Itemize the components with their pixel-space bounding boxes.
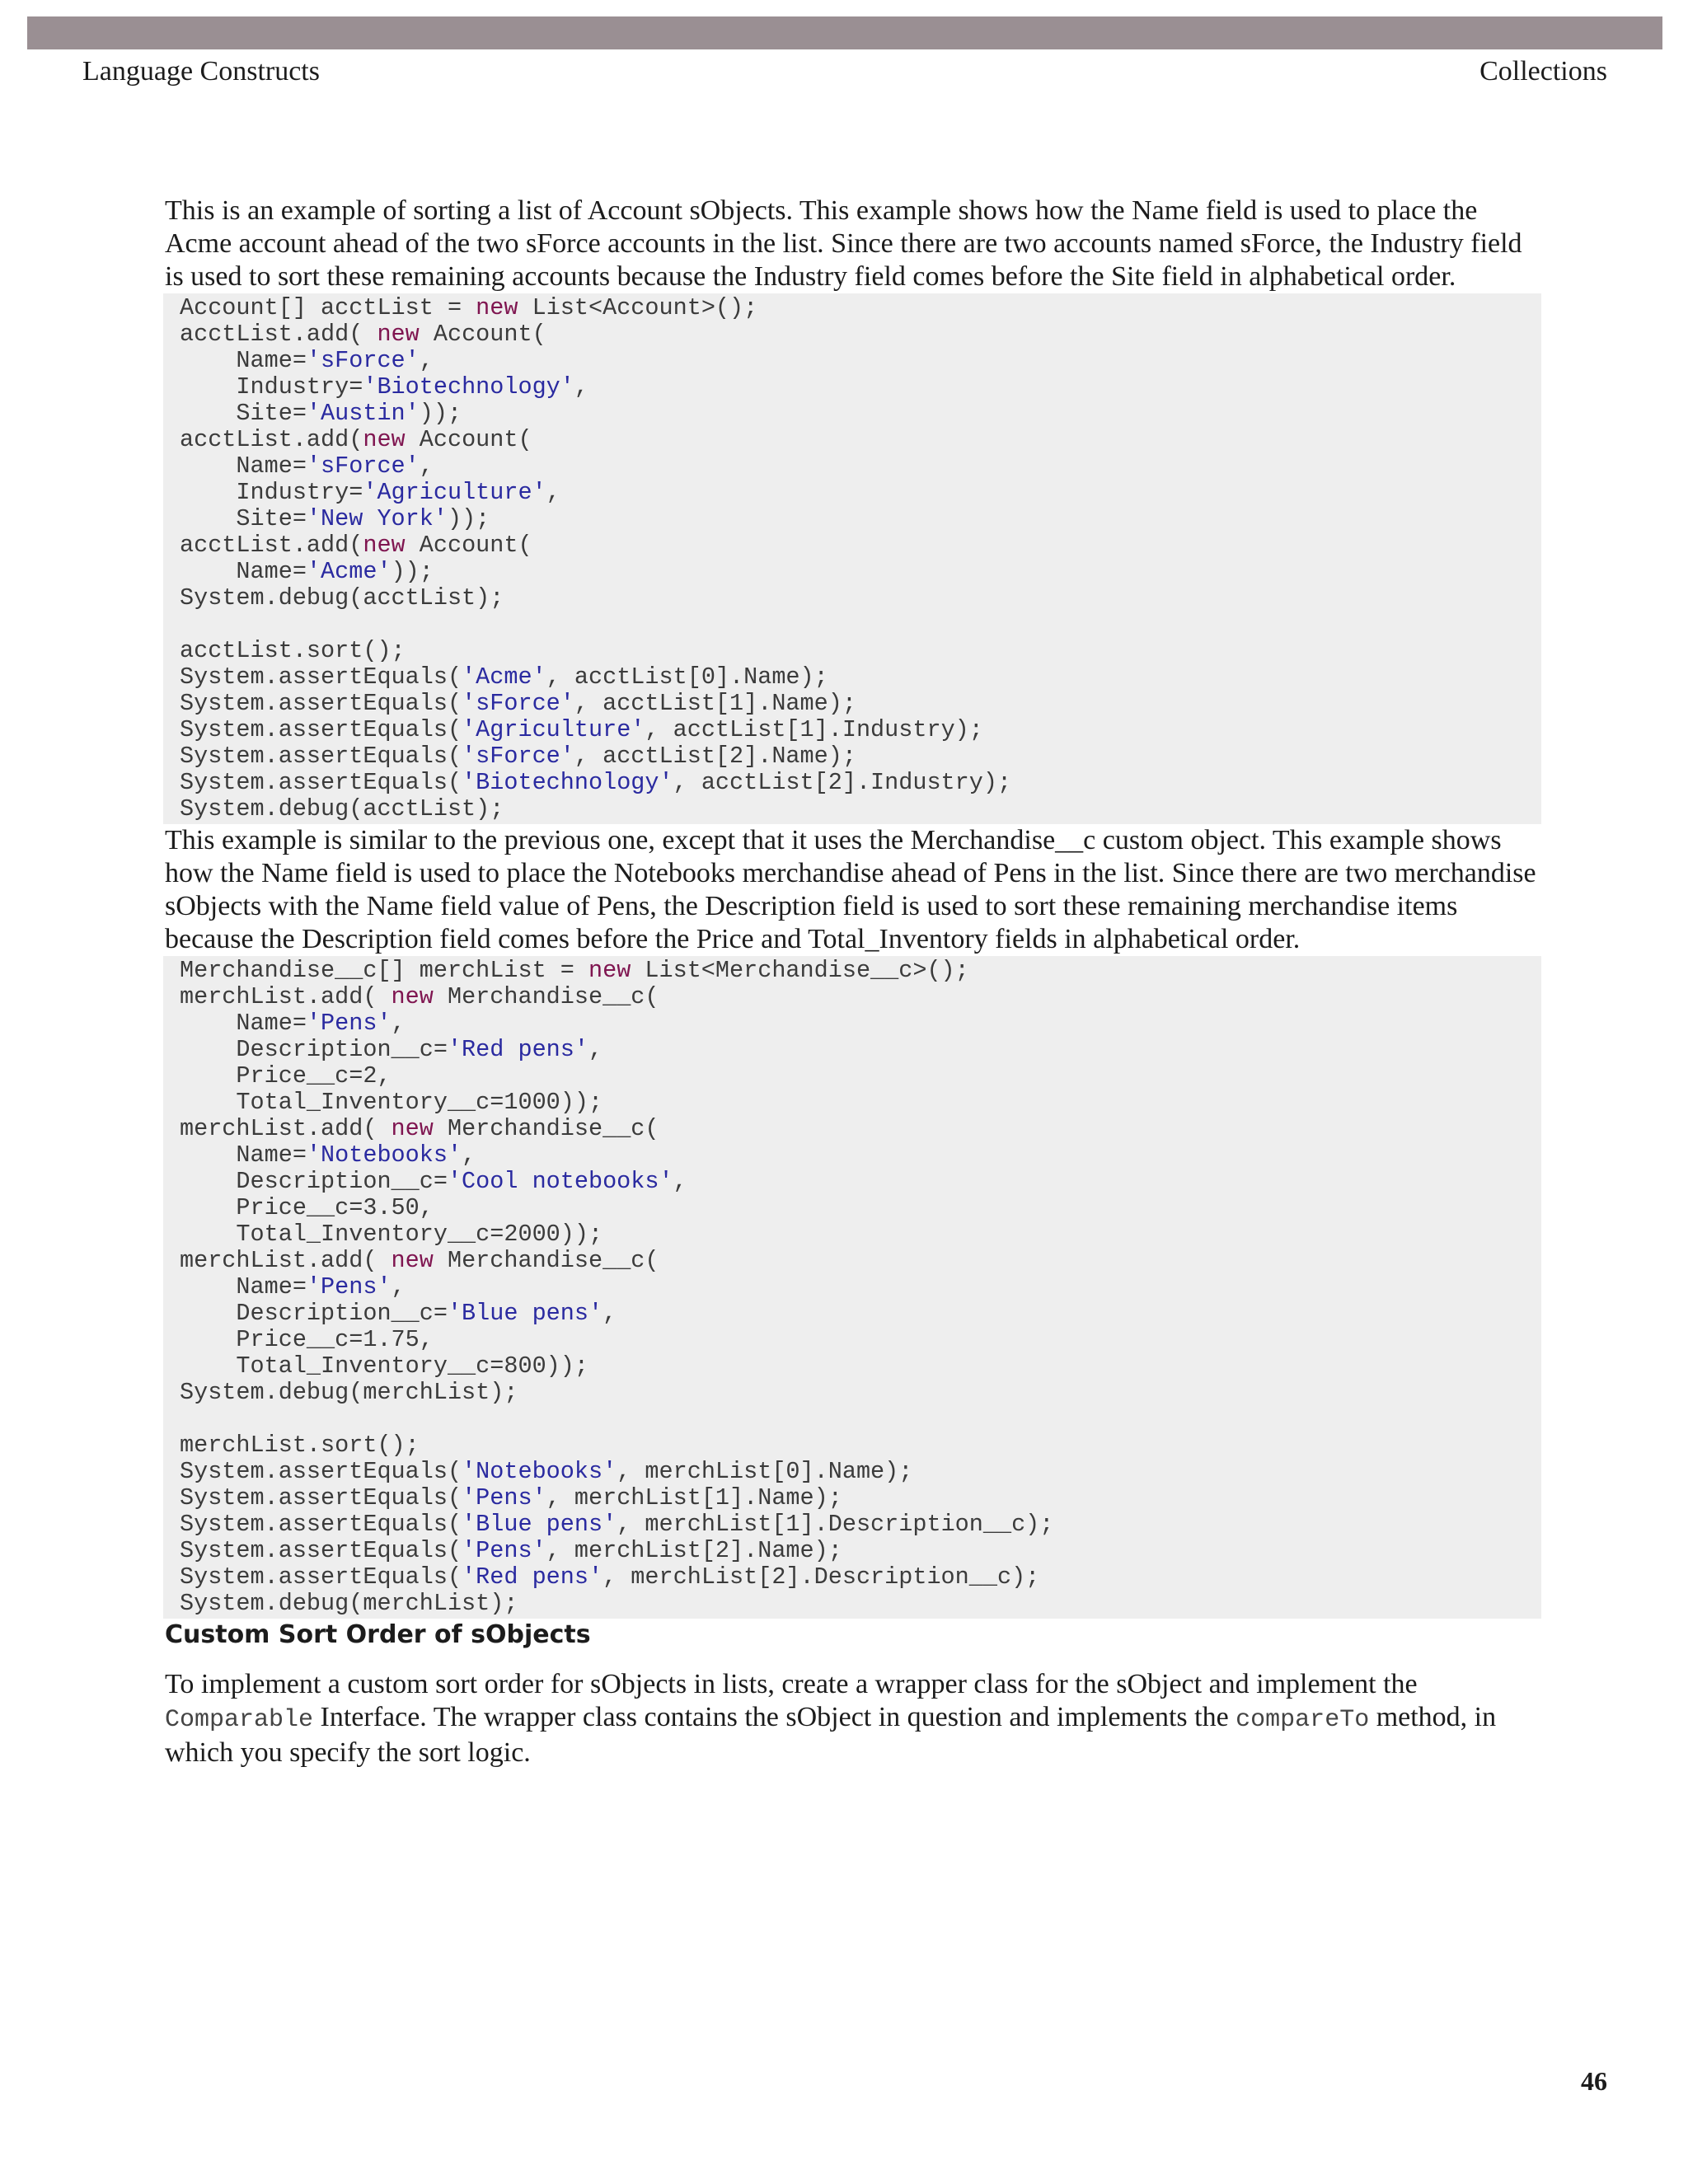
code-line <box>180 1300 617 1327</box>
code-line <box>180 1062 392 1090</box>
code-text: Account[] acctList = <box>180 294 476 321</box>
code-keyword: new <box>476 294 518 321</box>
section-heading: Custom Sort Order of sObjects <box>165 1620 591 1649</box>
code-text: Total_Inventory__c=800)); <box>180 1352 588 1380</box>
code-string: 'Agriculture' <box>363 479 546 506</box>
code-text: Name= <box>180 347 307 374</box>
code-line <box>180 769 1011 796</box>
code-line <box>180 1194 434 1221</box>
code-text: System.assertEquals( <box>180 1511 462 1538</box>
account-sort-code-block <box>163 293 1541 824</box>
code-text: System.debug(merchList); <box>180 1379 518 1406</box>
code-text: Name= <box>180 1010 307 1037</box>
code-line <box>180 1511 1053 1538</box>
code-line <box>180 347 434 374</box>
code-text: , <box>546 479 560 506</box>
code-text: System.assertEquals( <box>180 769 462 796</box>
code-text: System.assertEquals( <box>180 1458 462 1485</box>
code-line <box>180 1115 659 1142</box>
running-header <box>82 51 1607 92</box>
custom-sort-text-1: To implement a custom sort order for sObjects in lists, create a wrapper class for the sObject and implement the <box>165 1669 1418 1699</box>
code-text: Name= <box>180 558 307 585</box>
code-text: Site= <box>180 400 307 427</box>
code-text: , merchList[0].Name); <box>617 1458 913 1485</box>
code-text: , <box>462 1141 476 1169</box>
code-text: Industry= <box>180 479 363 506</box>
code-text: acctList.add( <box>180 321 377 348</box>
code-line <box>180 373 588 401</box>
code-line <box>180 294 757 321</box>
code-text: merchList.add( <box>180 1115 392 1142</box>
code-line <box>180 637 406 664</box>
merchandise-paragraph: This example is similar to the previous one, except that it uses the Merchandise__c custom object. This example shows how the Name field is used to place the Notebooks merchandise ahead of Pens in the list. Since there are two merchandise sObjects with the Name field value of Pens, the Description field is used to sort these remaining merchandise items because the Description field comes before the Price and Total_Inventory fields in alphabetical order. <box>165 825 1536 954</box>
code-text: List<Account>(); <box>518 294 758 321</box>
code-string: 'Pens' <box>462 1484 546 1511</box>
code-line <box>180 1247 659 1274</box>
code-text: Name= <box>180 1141 307 1169</box>
code-string: 'Blue pens' <box>447 1300 603 1327</box>
code-line <box>180 1352 588 1380</box>
code-text: Description__c= <box>180 1168 448 1195</box>
compareto-inline-code: compareTo <box>1236 1706 1370 1734</box>
top-color-bar <box>27 16 1662 49</box>
code-text: )); <box>391 558 434 585</box>
code-text: , merchList[1].Description__c); <box>617 1511 1054 1538</box>
code-line <box>180 690 856 717</box>
code-line <box>180 1221 603 1248</box>
code-text: Price__c=3.50, <box>180 1194 434 1221</box>
code-line <box>180 1273 406 1301</box>
code-text: , <box>673 1168 687 1195</box>
code-line <box>180 957 969 984</box>
code-text: )); <box>419 400 462 427</box>
code-string: 'Acme' <box>306 558 392 585</box>
code-line <box>180 1484 842 1511</box>
code-string: 'Notebooks' <box>306 1141 462 1169</box>
code-text: Account( <box>405 532 532 559</box>
code-text: Merchandise__c( <box>433 1247 659 1274</box>
code-text: Name= <box>180 1273 307 1301</box>
code-line <box>180 532 532 559</box>
code-text: Total_Inventory__c=2000)); <box>180 1221 603 1248</box>
code-text: System.debug(acctList); <box>180 584 504 612</box>
code-line <box>180 1010 406 1037</box>
code-text: , acctList[1].Industry); <box>645 716 983 743</box>
code-text: Description__c= <box>180 1036 448 1063</box>
code-string: 'sForce' <box>306 347 420 374</box>
code-text: Price__c=1.75, <box>180 1326 434 1353</box>
code-line <box>180 426 532 453</box>
code-line <box>180 795 504 823</box>
code-line <box>180 1168 687 1195</box>
code-string: 'Biotechnology' <box>462 769 673 796</box>
page-number: 46 <box>1581 2066 1607 2096</box>
code-text: System.assertEquals( <box>180 690 462 717</box>
code-string: 'Pens' <box>306 1010 392 1037</box>
code-line <box>180 505 490 532</box>
code-line <box>180 400 462 427</box>
code-text: Site= <box>180 505 307 532</box>
code-line <box>180 1379 518 1406</box>
code-text: , merchList[2].Description__c); <box>603 1563 1040 1591</box>
code-string: 'Austin' <box>306 400 420 427</box>
code-text: System.assertEquals( <box>180 743 462 770</box>
code-line <box>180 321 546 348</box>
code-keyword: new <box>377 321 420 348</box>
code-string: 'Blue pens' <box>462 1511 617 1538</box>
code-text: acctList.add( <box>180 426 363 453</box>
code-text: Account( <box>419 321 546 348</box>
code-text: Merchandise__c( <box>433 1115 659 1142</box>
code-text: acctList.add( <box>180 532 363 559</box>
code-line <box>180 1036 603 1063</box>
code-text: Merchandise__c[] merchList = <box>180 957 588 984</box>
code-string: 'Notebooks' <box>462 1458 617 1485</box>
code-keyword: new <box>391 983 434 1010</box>
code-line <box>180 479 560 506</box>
code-line <box>180 584 504 612</box>
code-text: , acctList[2].Industry); <box>673 769 1012 796</box>
code-text: Industry= <box>180 373 363 401</box>
code-text: , acctList[2].Name); <box>574 743 856 770</box>
custom-sort-text-3: method, in which you specify the sort logic. <box>165 1702 1497 1768</box>
intro-paragraph: This is an example of sorting a list of Account sObjects. This example shows how the Name field is used to place the Acme account ahead of the two sForce accounts in the list. Since there are two accounts named sForce, the Industry field is used to sort these remaining accounts because the Industry field comes before the Site field in alphabetical order. <box>165 195 1522 292</box>
merchandise-sort-code-block <box>163 956 1541 1619</box>
code-string: 'sForce' <box>462 690 574 717</box>
code-text: , acctList[1].Name); <box>574 690 856 717</box>
code-text: Price__c=2, <box>180 1062 392 1090</box>
code-string: 'sForce' <box>462 743 574 770</box>
code-text: System.assertEquals( <box>180 1537 462 1564</box>
header-section: Collections <box>1479 56 1607 87</box>
code-line <box>180 1458 912 1485</box>
code-line <box>180 743 856 770</box>
code-text: , <box>419 347 434 374</box>
code-line <box>180 1089 603 1116</box>
code-text: , <box>574 373 588 401</box>
code-keyword: new <box>588 957 631 984</box>
code-text: , <box>419 452 434 480</box>
code-text: , merchList[1].Name); <box>546 1484 842 1511</box>
code-line <box>180 663 828 691</box>
code-string: 'Red pens' <box>462 1563 603 1591</box>
code-keyword: new <box>363 426 406 453</box>
code-line <box>180 452 434 480</box>
code-text: , <box>391 1010 406 1037</box>
custom-sort-text-2: Interface. The wrapper class contains the sObject in question and implements the <box>313 1702 1236 1732</box>
code-string: 'New York' <box>306 505 448 532</box>
code-string: 'Biotechnology' <box>363 373 574 401</box>
code-text: merchList.add( <box>180 1247 392 1274</box>
code-line <box>180 1563 1039 1591</box>
code-line <box>180 1326 434 1353</box>
page-content <box>165 194 1541 1769</box>
code-string: 'Red pens' <box>447 1036 588 1063</box>
code-text: Account( <box>405 426 532 453</box>
code-text: , <box>588 1036 603 1063</box>
code-keyword: new <box>363 532 406 559</box>
code-text: , <box>603 1300 617 1327</box>
code-line <box>180 716 983 743</box>
code-line <box>180 1590 518 1617</box>
code-text: System.assertEquals( <box>180 716 462 743</box>
code-string: 'sForce' <box>306 452 420 480</box>
code-text: Merchandise__c( <box>433 983 659 1010</box>
code-string: 'Pens' <box>462 1537 546 1564</box>
code-text: Description__c= <box>180 1300 448 1327</box>
code-line <box>180 983 659 1010</box>
code-text: System.assertEquals( <box>180 1563 462 1591</box>
code-line <box>180 1141 476 1169</box>
code-string: 'Acme' <box>462 663 546 691</box>
code-line <box>180 1537 842 1564</box>
code-line <box>180 558 434 585</box>
code-keyword: new <box>391 1247 434 1274</box>
code-text: Name= <box>180 452 307 480</box>
code-string: 'Cool notebooks' <box>447 1168 673 1195</box>
header-chapter: Language Constructs <box>82 56 320 87</box>
code-text: merchList.sort(); <box>180 1432 420 1459</box>
code-text: System.debug(acctList); <box>180 795 504 823</box>
code-text: System.debug(merchList); <box>180 1590 518 1617</box>
code-text: )); <box>447 505 490 532</box>
code-text: , <box>391 1273 406 1301</box>
code-string: 'Agriculture' <box>462 716 645 743</box>
code-text: System.assertEquals( <box>180 1484 462 1511</box>
custom-sort-paragraph <box>165 1668 1541 1769</box>
code-text: Total_Inventory__c=1000)); <box>180 1089 603 1116</box>
code-keyword: new <box>391 1115 434 1142</box>
code-text: acctList.sort(); <box>180 637 406 664</box>
code-string: 'Pens' <box>306 1273 392 1301</box>
code-line <box>180 1432 420 1459</box>
code-text: , merchList[2].Name); <box>546 1537 842 1564</box>
code-text: merchList.add( <box>180 983 392 1010</box>
code-text: List<Merchandise__c>(); <box>631 957 969 984</box>
code-text: System.assertEquals( <box>180 663 462 691</box>
comparable-inline-code: Comparable <box>165 1706 314 1734</box>
code-text: , acctList[0].Name); <box>546 663 828 691</box>
